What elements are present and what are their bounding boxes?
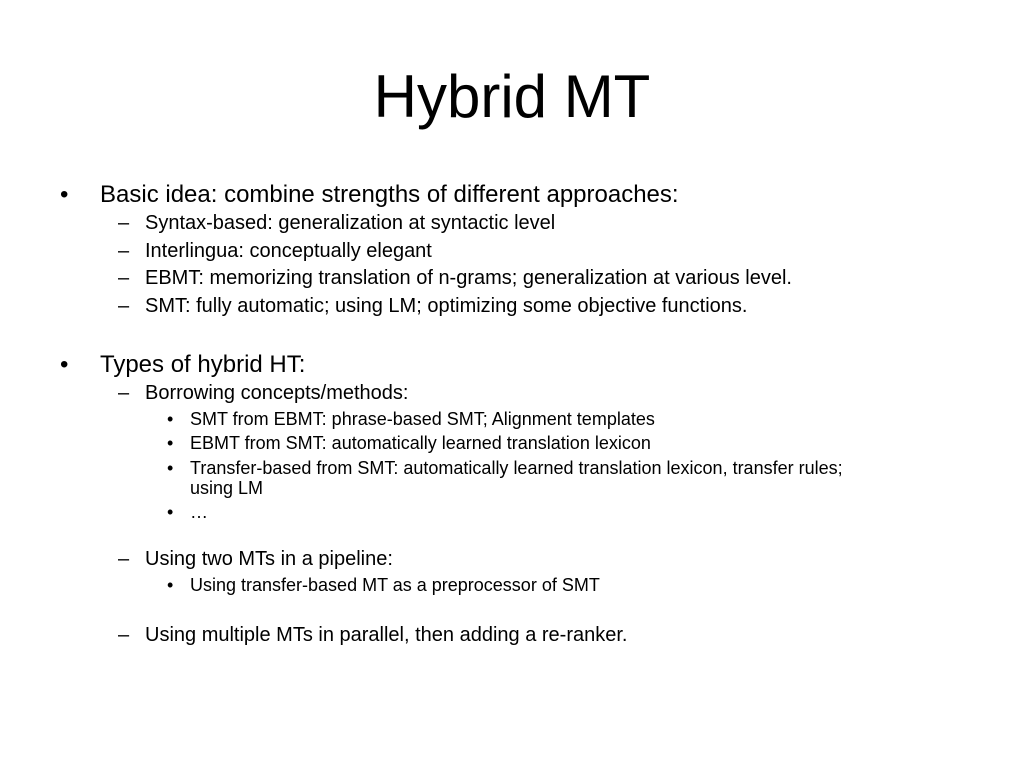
sub-bullet-marker: – (118, 240, 130, 262)
bullet-marker: • (60, 181, 69, 208)
sub-sub-bullet-marker: • (167, 502, 174, 522)
sub-sub-bullet-transfer-based: Transfer-based from SMT: automatically learned translation lexicon, transfer rules; (190, 458, 843, 478)
bullet-marker: • (60, 351, 69, 378)
sub-sub-bullet-marker: • (167, 458, 174, 478)
sub-sub-bullet-marker: • (167, 433, 174, 453)
bullet-types-of-hybrid: Types of hybrid HT: (100, 351, 306, 378)
sub-bullet-marker: – (118, 548, 130, 570)
sub-bullet-pipeline: Using two MTs in a pipeline: (145, 548, 393, 570)
sub-sub-bullet-smt-from-ebmt: SMT from EBMT: phrase-based SMT; Alignment templates (190, 409, 655, 429)
sub-sub-bullet-ellipsis: … (190, 502, 208, 522)
sub-bullet-interlingua: Interlingua: conceptually elegant (145, 240, 432, 262)
sub-bullet-marker: – (118, 267, 130, 289)
bullet-basic-idea: Basic idea: combine strengths of different approaches: (100, 181, 679, 208)
sub-bullet-syntax-based: Syntax-based: generalization at syntactic level (145, 212, 556, 234)
sub-bullet-parallel-reranker: Using multiple MTs in parallel, then adding a re-ranker. (145, 624, 628, 646)
sub-sub-bullet-transfer-preprocessor: Using transfer-based MT as a preprocessor of SMT (190, 575, 600, 595)
sub-sub-bullet-marker: • (167, 575, 174, 595)
sub-sub-bullet-marker: • (167, 409, 174, 429)
sub-sub-bullet-transfer-based-cont: using LM (190, 478, 264, 498)
sub-bullet-ebmt: EBMT: memorizing translation of n-grams; generalization at various level. (145, 267, 792, 289)
sub-bullet-marker: – (118, 295, 130, 317)
sub-bullet-marker: – (118, 624, 130, 646)
slide-title: Hybrid MT (373, 63, 651, 130)
sub-sub-bullet-ebmt-from-smt: EBMT from SMT: automatically learned translation lexicon (190, 433, 651, 453)
sub-bullet-smt: SMT: fully automatic; using LM; optimizing some objective functions. (145, 295, 748, 317)
sub-bullet-borrowing: Borrowing concepts/methods: (145, 382, 409, 404)
sub-bullet-marker: – (118, 382, 130, 404)
sub-bullet-marker: – (118, 212, 130, 234)
